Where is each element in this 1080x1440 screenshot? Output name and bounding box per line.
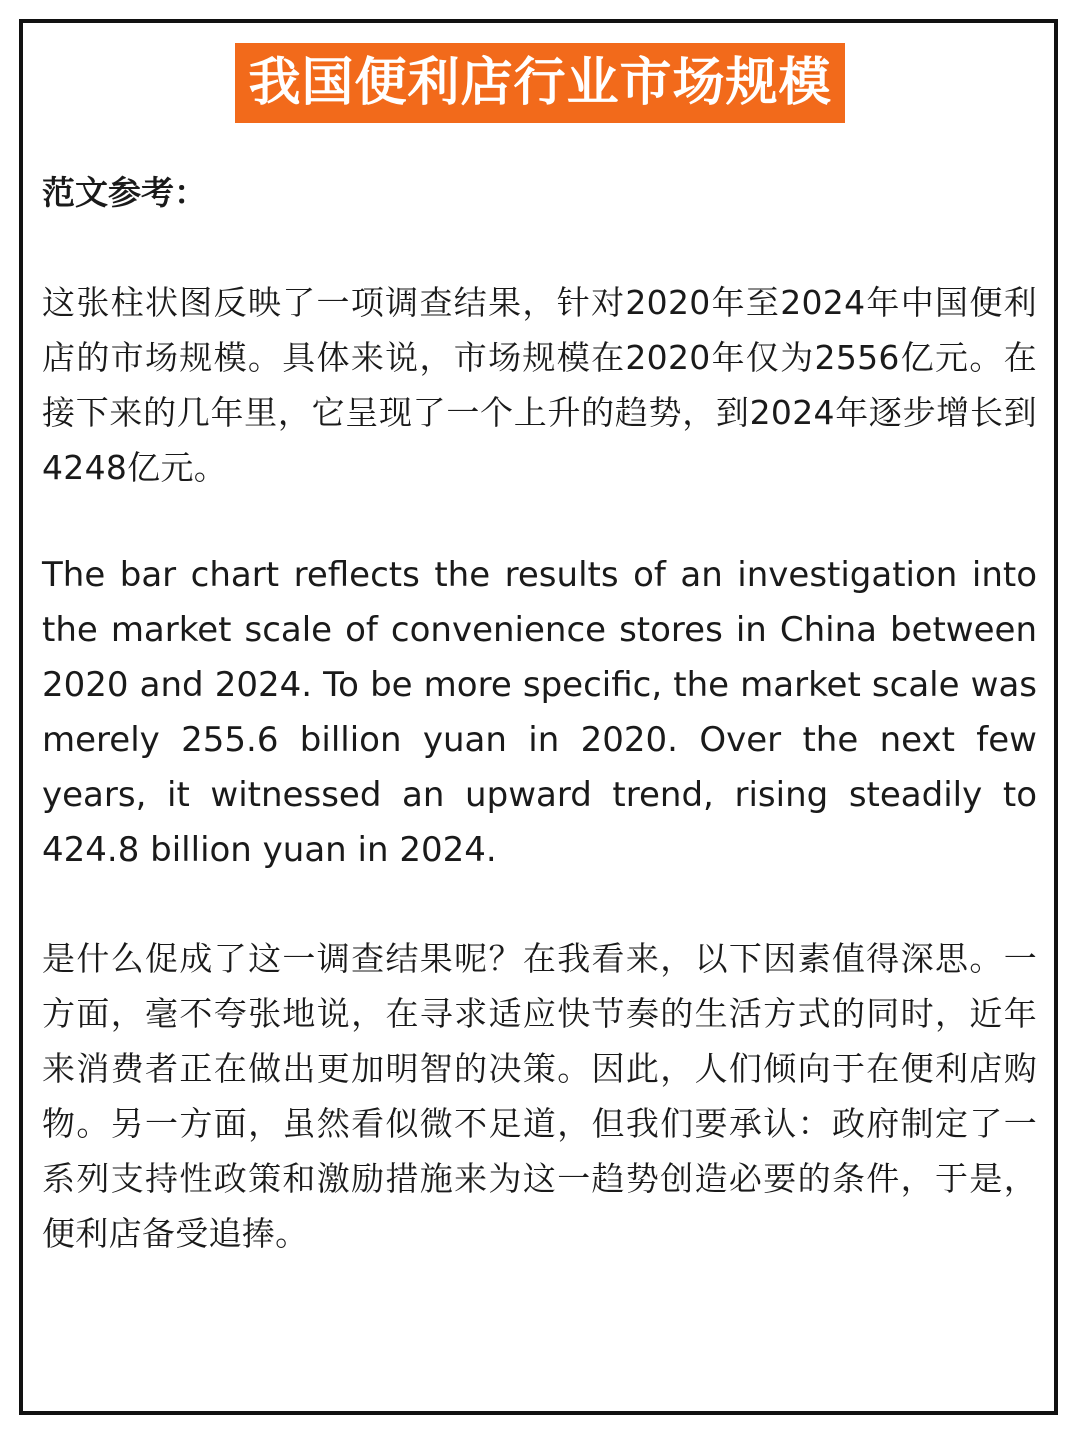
paragraph-english-summary: The bar chart reflects the results of an investigation into the market scale of convenience stores in China between 2020 and 2024. To be more specific, the market scale was merely 255.6 billion yuan in 2020. Over the next few years, it witnessed an upward trend, rising steadily to 424.8 billion yuan in 2024. (42, 555, 1037, 870)
section-label: 范文参考： (42, 173, 207, 212)
paragraph-chinese-summary: 这张柱状图反映了一项调查结果，针对2020年至2024年中国便利店的市场规模。具体来说，市场规模在2020年仅为2556亿元。在接下来的几年里，它呈现了一个上升的趋势，到2024年逐步增长到4248亿元。 (42, 283, 1037, 487)
paragraph-chinese-analysis: 是什么促成了这一调查结果呢？在我看来，以下因素值得深思。一方面，毫不夸张地说，在寻求适应快节奏的生活方式的同时，近年来消费者正在做出更加明智的决策。因此，人们倾向于在便利店购物。另一方面，虽然看似微不足道，但我们要承认：政府制定了一系列支持性政策和激励措施来为这一趋势创造必要的条件，于是，便利店备受追捧。 (42, 939, 1037, 1253)
title-banner (0, 43, 1080, 123)
page-title: 我国便利店行业市场规模 (235, 43, 844, 123)
